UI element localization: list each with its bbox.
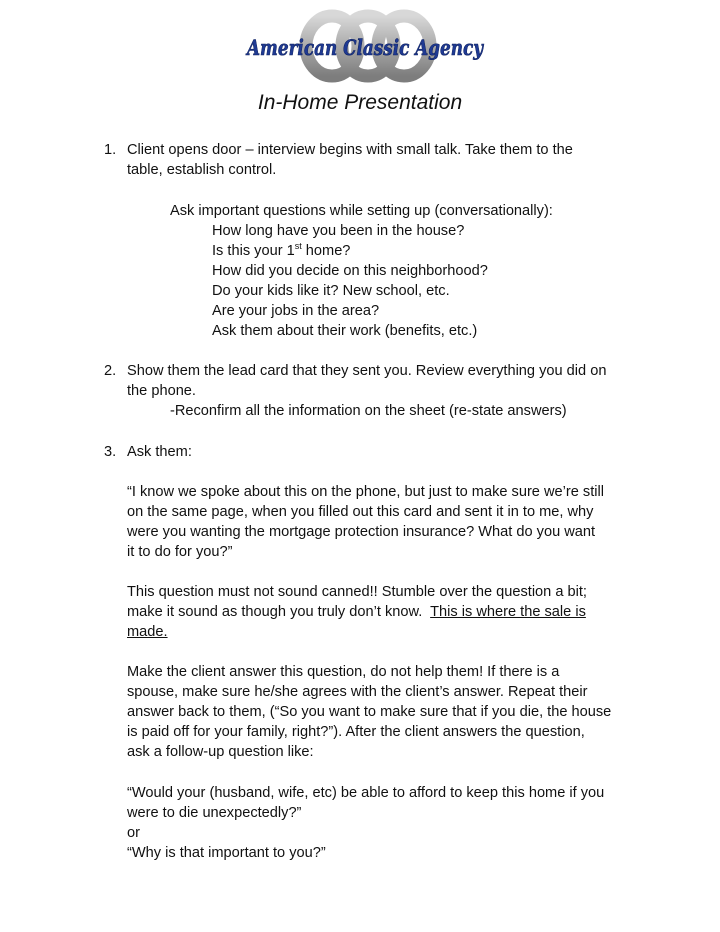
question-item-first-home [212,241,350,261]
quote-line: were you wanting the mortgage protection insurance? What do you want [127,524,596,540]
question-item: Do your kids like it? New school, etc. [212,283,450,299]
or-line: or [127,825,140,841]
first-home-before: Is this your 1 [212,243,295,259]
agency-logo [240,12,490,80]
ask-them-line: Ask them: [127,444,192,460]
answer-line: answer back to them, (“So you want to make sure that if you die, the house [127,704,612,720]
quote-line: on the same page, when you filled out this card and sent it in to me, why [127,504,594,520]
section-1-line-1: Client opens door – interview begins with small talk. Take them to the [127,142,573,158]
quote-line: “I know we spoke about this on the phone, but just to make sure we’re still [127,484,604,500]
quote-line: it to do for you?” [127,544,233,560]
logo-text: American Classic Agency [245,35,485,60]
logo-graphic [240,12,490,80]
section-2-number: 2. [104,363,117,379]
question-item: Ask them about their work (benefits, etc.) [212,323,478,339]
page-title: In-Home Presentation [257,91,463,114]
question-item: Are your jobs in the area? [212,303,380,319]
section-1-number: 1. [104,142,117,158]
section-3-number: 3. [104,444,117,460]
question-item: How long have you been in the house? [212,223,465,239]
sale-emphasis-cont: made. [127,624,168,640]
questions-intro: Ask important questions while setting up (conversationally): [170,203,553,219]
section-1-line-2: table, establish control. [127,162,277,178]
first-home-after: home? [301,243,351,259]
answer-line: spouse, make sure he/she agrees with the client’s answer. Repeat their [127,684,588,700]
followup-line: “Would your (husband, wife, etc) be able to afford to keep this home if you [127,785,605,801]
answer-line: is paid off for your family, right?”). After the client answers the question, [127,724,585,740]
followup-line: were to die unexpectedly?” [127,805,302,821]
answer-line: Make the client answer this question, do not help them! If there is a [127,664,560,680]
section-2-line-2: the phone. [127,383,196,399]
why-line: “Why is that important to you?” [127,845,326,861]
answer-line: ask a follow-up question like: [127,744,314,760]
canned-line-2 [127,602,586,622]
section-2-line-1: Show them the lead card that they sent you. Review everything you did on [127,363,607,379]
question-item: How did you decide on this neighborhood? [212,263,488,279]
first-home-sup: st [294,241,302,252]
canned-line-2-text: make it sound as though you truly don’t know. [127,604,431,620]
reconfirm-line: -Reconfirm all the information on the sheet (re-state answers) [170,403,567,419]
sale-emphasis: This is where the sale is [430,604,586,620]
canned-line-1: This question must not sound canned!! Stumble over the question a bit; [127,584,587,600]
